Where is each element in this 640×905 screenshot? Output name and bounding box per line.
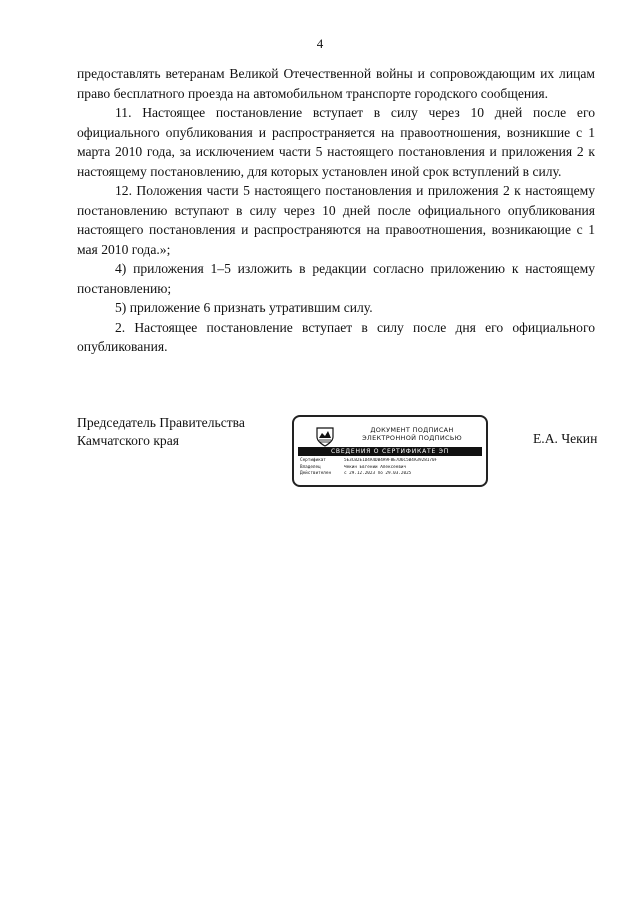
stamp-row-value: с 29.12.2023 по 29.03.2025 <box>344 471 412 476</box>
paragraph-item-4: 4) приложения 1–5 изложить в редакции согласно приложению к настоящему постановлению; <box>77 261 595 296</box>
stamp-certificate-bar: СВЕДЕНИЯ О СЕРТИФИКАТЕ ЭП <box>298 447 482 456</box>
stamp-certificate-details <box>300 458 484 478</box>
signatory-position <box>77 414 245 450</box>
paragraph-item-5: 5) приложение 6 признать утратившим силу. <box>115 300 373 315</box>
stamp-header-line1: ДОКУМЕНТ ПОДПИСАН <box>370 426 454 434</box>
signatory-position-line2: Камчатского края <box>77 433 180 448</box>
signatory-name: Е.А. Чекин <box>533 431 598 446</box>
coat-of-arms-icon <box>314 425 336 447</box>
paragraph-item-2: 2. Настоящее постановление вступает в силу после дня его официального опубликования. <box>77 319 595 354</box>
paragraph-continuation: предоставлять ветеранам Великой Отечественной войны и сопровождающим их лицам право бесплатного проезда на автомобильном транспорте городского сообщения. <box>77 66 595 101</box>
paragraph-clause-12: 12. Положения части 5 настоящего постановления и приложения 2 к настоящему постановлению вступают в силу через 10 дней после официального опубликования настоящего постановления и распространяются на правоотношения, возникающие с 1 мая 2010 года.»; <box>77 183 595 257</box>
signatory-position-line1: Председатель Правительства <box>77 415 245 430</box>
stamp-header <box>344 426 480 442</box>
stamp-row-value: Чекин Евгений Алексеевич <box>344 464 407 470</box>
paragraph-clause-11: 11. Настоящее постановление вступает в силу через 10 дней после его официального опубликования и распространяется на правоотношения, возникшие с 1 марта 2010 года, за исключением части 5 настоящего постановления и приложения 2 к настоящему постановлению, для которых установлен иной срок вступлений в силу. <box>77 105 595 179</box>
document-body <box>77 64 595 357</box>
electronic-signature-stamp <box>292 415 488 487</box>
stamp-row-label: Владелец <box>300 464 321 470</box>
stamp-row-label: Действителен <box>300 471 332 476</box>
stamp-header-line2: ЭЛЕКТРОННОЙ ПОДПИСЬЮ <box>362 434 462 442</box>
stamp-row-value: 5E3CB2E1D4A4DB4A9F8E7D6C5B4A3928170F <box>344 458 438 463</box>
page-number: 4 <box>316 36 324 51</box>
stamp-row-label: Сертификат <box>300 458 326 463</box>
stamp-row-validity <box>300 471 484 478</box>
